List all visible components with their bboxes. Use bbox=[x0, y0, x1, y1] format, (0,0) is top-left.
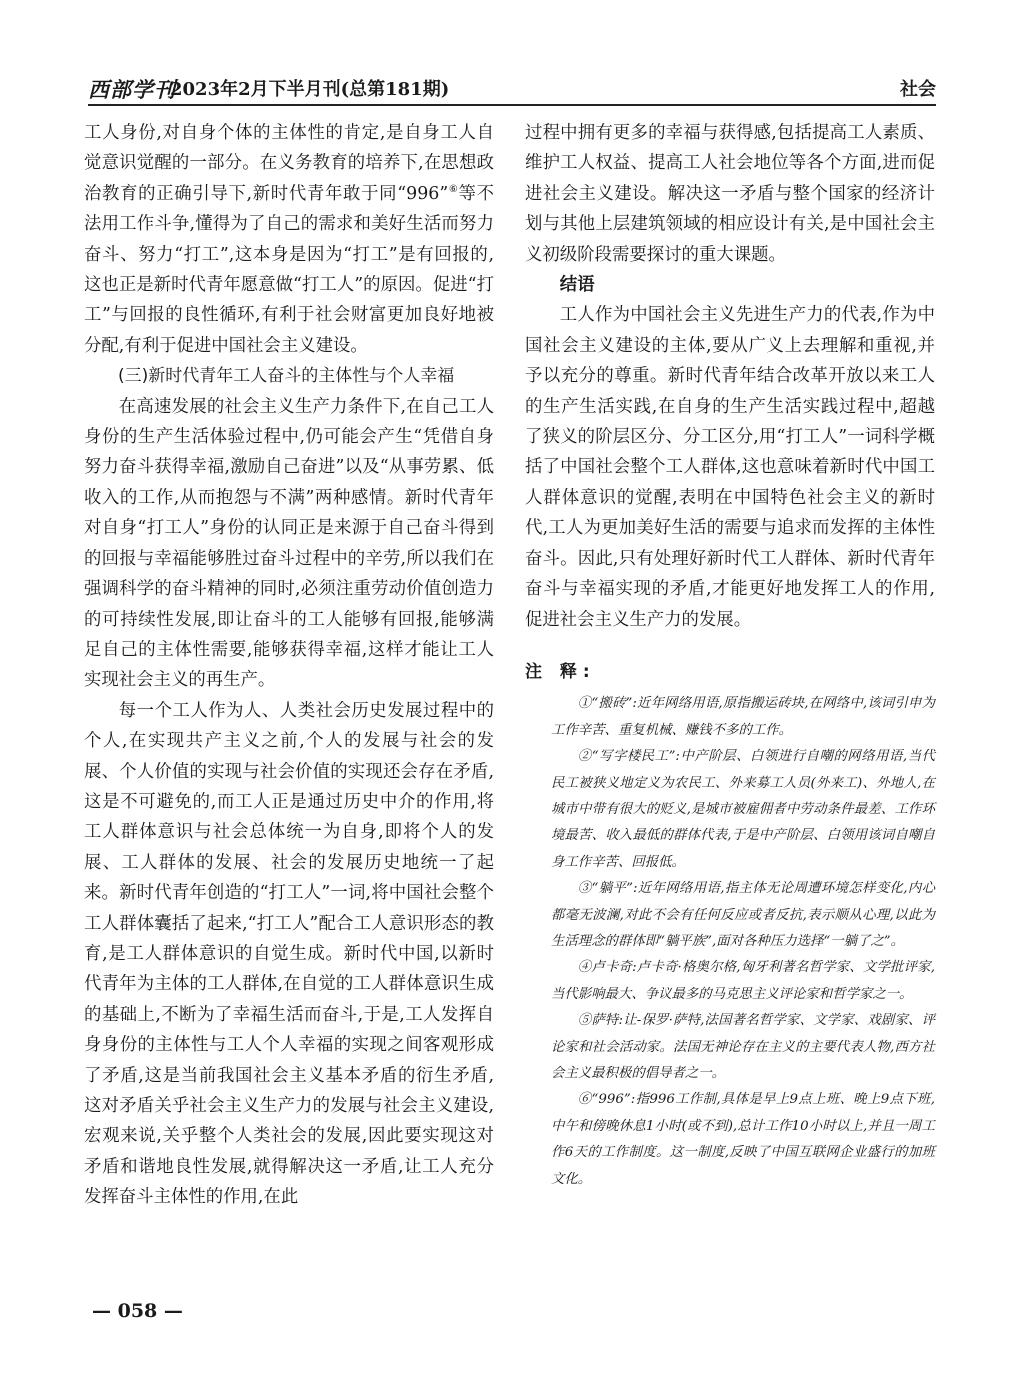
notes-title: 注 释: bbox=[525, 661, 596, 682]
running-header bbox=[88, 70, 936, 104]
header-rule bbox=[88, 104, 936, 106]
footnote: ①“搬砖”:近年网络用语,原指搬运砖块,在网络中,该词引申为工作辛苦、重复机械、赚钱不多的工作。 bbox=[551, 696, 935, 738]
right-column bbox=[525, 118, 935, 1193]
journal-logo: 西部学刊 bbox=[88, 77, 176, 102]
section-label: 社会 bbox=[900, 79, 936, 100]
page-number: — 058 — bbox=[92, 1300, 183, 1322]
paragraph-text: 工人身份,对自身个体的主体性的肯定,是自身工人自觉意识觉醒的一部分。在义务教育的培养下,在思想政治教育的正确引导下,新时代青年敢于同“996” bbox=[84, 123, 494, 204]
footnote: ⑤萨特:让-保罗·萨特,法国著名哲学家、文学家、戏剧家、评论家和社会活动家。法国无神论存在主义的主要代表人物,西方社会主义最积极的倡导者之一。 bbox=[551, 1013, 935, 1081]
footnote: ⑥“996”:指996工作制,具体是早上9点上班、晚上9点下班,中午和傍晚休息1小时(或不到),总计工作10小时以上,并且一周工作6天的工作制度。这一制度,反映了中国互联网企业盛行的加班文化。 bbox=[551, 1092, 935, 1187]
conclusion-paragraph: 工人作为中国社会主义先进生产力的代表,作为中国社会主义建设的主体,要从广义上去理解和重视,并予以充分的尊重。新时代青年结合改革开放以来工人的生产生活实践,在自身的生产生活实践过程中,超越了狭义的阶层区分、分工区分,用“打工人”一词科学概括了中国社会整个工人群体,这也意味着新时代中国工人群体意识的觉醒,表明在中国特色社会主义的新时代,工人为更加美好生活的需要与追求而发挥的主体性奋斗。因此,只有处理好新时代工人群体、新时代青年奋斗与幸福实现的矛盾,才能更好地发挥工人的作用,促进社会主义生产力的发展。 bbox=[525, 305, 935, 630]
paragraph: 每一个工人作为人、人类社会历史发展过程中的个人,在实现共产主义之前,个人的发展与社会的发展、个人价值的实现与社会价值的实现还会存在矛盾,这是不可避免的,而工人正是通过历史中介的作用,将工人群体意识与社会总体统一为自身,即将个人的发展、工人群体的发展、社会的发展历史地统一了起来。新时代青年创造的“打工人”一词,将中国社会整个工人群体囊括了起来,“打工人”配合工人意识形态的教育,是工人群体意识的自觉生成。新时代中国,以新时代青年为主体的工人群体,在自觉的工人群体意识生成的基础上,不断为了幸福生活而奋斗,于是,工人发挥自身身份的主体性与工人个人幸福的实现之间客观形成了矛盾,这是当前我国社会主义基本矛盾的衍生矛盾,这对矛盾关乎社会主义生产力的发展与社会主义建设,宏观来说,关乎整个人类社会的发展,因此要实现这对矛盾和谐地良性发展,就得解决这一矛盾,让工人充分发挥奋斗主体性的作用,在此 bbox=[84, 700, 494, 1208]
paragraph-continued: 过程中拥有更多的幸福与获得感,包括提高工人素质、维护工人权益、提高工人社会地位等各个方面,进而促进社会主义建设。解决这一矛盾与整个国家的经济计划与其他上层建筑领域的相应设计有关,是中国社会主义初级阶段需要探讨的重大课题。 bbox=[525, 123, 935, 265]
paragraph: 在高速发展的社会主义生产力条件下,在自己工人身份的生产生活体验过程中,仍可能会产生“凭借自身努力奋斗获得幸福,激励自己奋进”以及“从事劳累、低收入的工作,从而抱怨与不满”两种感情。新时代青年对自身“打工人”身份的认同正是来源于自己奋斗得到的回报与幸福能够胜过奋斗过程中的辛劳,所以我们在强调科学的奋斗精神的同时,必须注重劳动价值创造力的可持续性发展,即让奋斗的工人能够有回报,能够满足自己的主体性需要,能够获得幸福,这样才能让工人实现社会主义的再生产。 bbox=[84, 396, 494, 691]
footnote: ③“躺平”:近年网络用语,指主体无论周遭环境怎样变化,内心都毫无波澜,对此不会有任何反应或者反抗,表示顺从心理,以此为生活理念的群体即“躺平族”,面对各种压力选择“一躺了之”。 bbox=[551, 881, 935, 949]
conclusion-heading: 结语 bbox=[559, 275, 595, 296]
paragraph-text-tail: 等不法用工作斗争,懂得为了自己的需求和美好生活而努力奋斗、努力“打工”,这本身是因为“打工”是有回报的,这也正是新时代青年愿意做“打工人”的原因。促进“打工”与回报的良性循环,有利于社会财富更加良好地被分配,有利于促进中国社会主义建设。 bbox=[84, 183, 494, 356]
footnote-ref: ⑥ bbox=[448, 184, 459, 196]
issue-info: 2023年2月下半月刊(总第181期) bbox=[170, 79, 450, 100]
footnote: ④卢卡奇:卢卡奇·格奥尔格,匈牙利著名哲学家、文学批评家,当代影响最大、争议最多的马克思主义评论家和哲学家之一。 bbox=[551, 960, 935, 1002]
paragraph-continued bbox=[84, 118, 494, 361]
subsection-heading: (三)新时代青年工人奋斗的主体性与个人幸福 bbox=[118, 366, 455, 387]
footnote: ②“写字楼民工”:中产阶层、白领进行自嘲的网络用语,当代民工被狭义地定义为农民工、外来募工人员(外来工)、外地人,在城市中带有很大的贬义,是城市被雇佣者中劳动条件最差、工作环境最苦、收入最低的群体代表,于是中产阶层、白领用该词自嘲自身工作辛苦、回报低。 bbox=[551, 749, 935, 870]
left-column bbox=[84, 118, 494, 1213]
